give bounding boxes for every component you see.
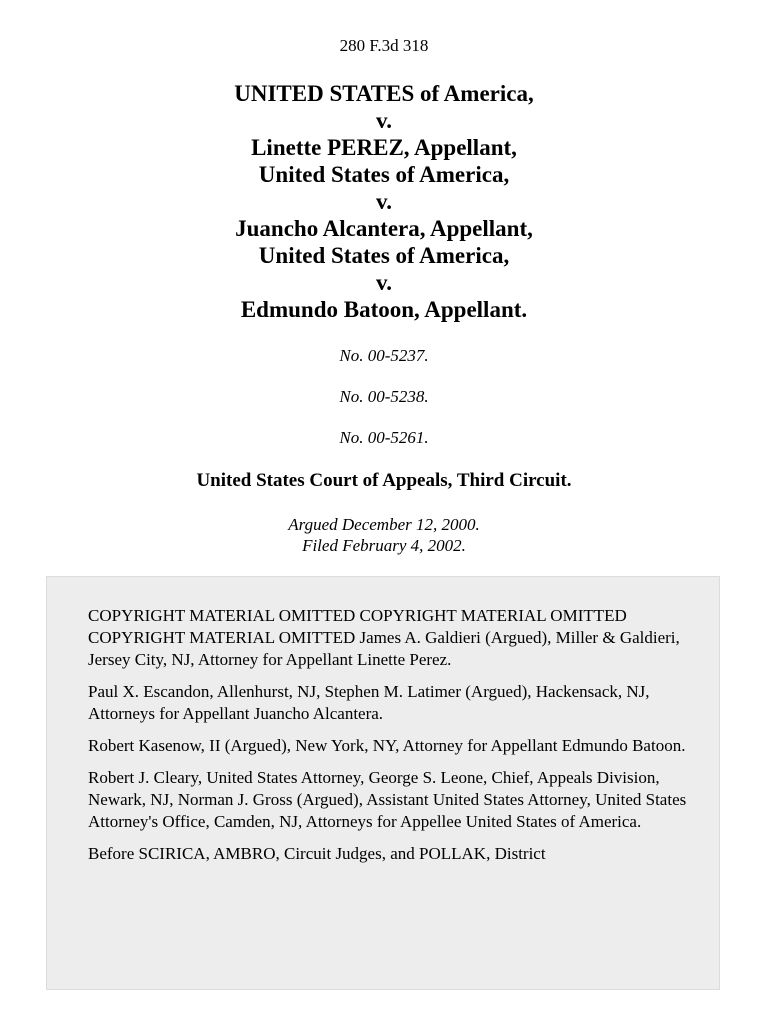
caption-line: United States of America, <box>258 243 510 268</box>
caption-line: United States of America, <box>258 162 510 187</box>
caption-line: v. <box>376 270 392 295</box>
caption-line: v. <box>376 189 392 214</box>
argued-date: Argued December 12, 2000. <box>288 515 480 534</box>
counsel-paragraph: Paul X. Escandon, Allenhurst, NJ, Stephen M. Latimer (Argued), Hackensack, NJ, Attorneys for Appellant Juancho Alcantera. <box>88 682 650 723</box>
caption-line: Linette PEREZ, Appellant, <box>251 135 517 160</box>
counsel-paragraph: Before SCIRICA, AMBRO, Circuit Judges, and POLLAK, District <box>88 844 546 863</box>
filed-date: Filed February 4, 2002. <box>302 536 466 555</box>
docket-number: No. 00-5261. <box>339 428 429 447</box>
caption-line: Juancho Alcantera, Appellant, <box>235 216 533 241</box>
case-citation: 280 F.3d 318 <box>339 36 429 55</box>
caption-line: Edmundo Batoon, Appellant. <box>240 297 528 322</box>
caption-line: v. <box>376 108 392 133</box>
counsel-section <box>46 576 720 990</box>
case-dates <box>0 514 768 556</box>
counsel-text <box>88 605 688 875</box>
court-name: United States Court of Appeals, Third Circuit. <box>196 470 572 491</box>
docket-number: No. 00-5237. <box>339 346 429 365</box>
case-caption <box>0 80 768 323</box>
caption-line: UNITED STATES of America, <box>234 81 534 106</box>
counsel-paragraph: COPYRIGHT MATERIAL OMITTED COPYRIGHT MATERIAL OMITTED COPYRIGHT MATERIAL OMITTED James A. Galdieri (Argued), Miller & Galdieri, Jersey City, NJ, Attorney for Appellant Linette Perez. <box>88 606 680 669</box>
counsel-paragraph: Robert J. Cleary, United States Attorney, George S. Leone, Chief, Appeals Division, Newark, NJ, Norman J. Gross (Argued), Assistant United States Attorney, United States Attorney's Office, Camden, NJ, Attorneys for Appellee United States of America. <box>88 768 687 831</box>
counsel-paragraph: Robert Kasenow, II (Argued), New York, NY, Attorney for Appellant Edmundo Batoon. <box>88 736 686 755</box>
docket-number: No. 00-5238. <box>339 387 429 406</box>
